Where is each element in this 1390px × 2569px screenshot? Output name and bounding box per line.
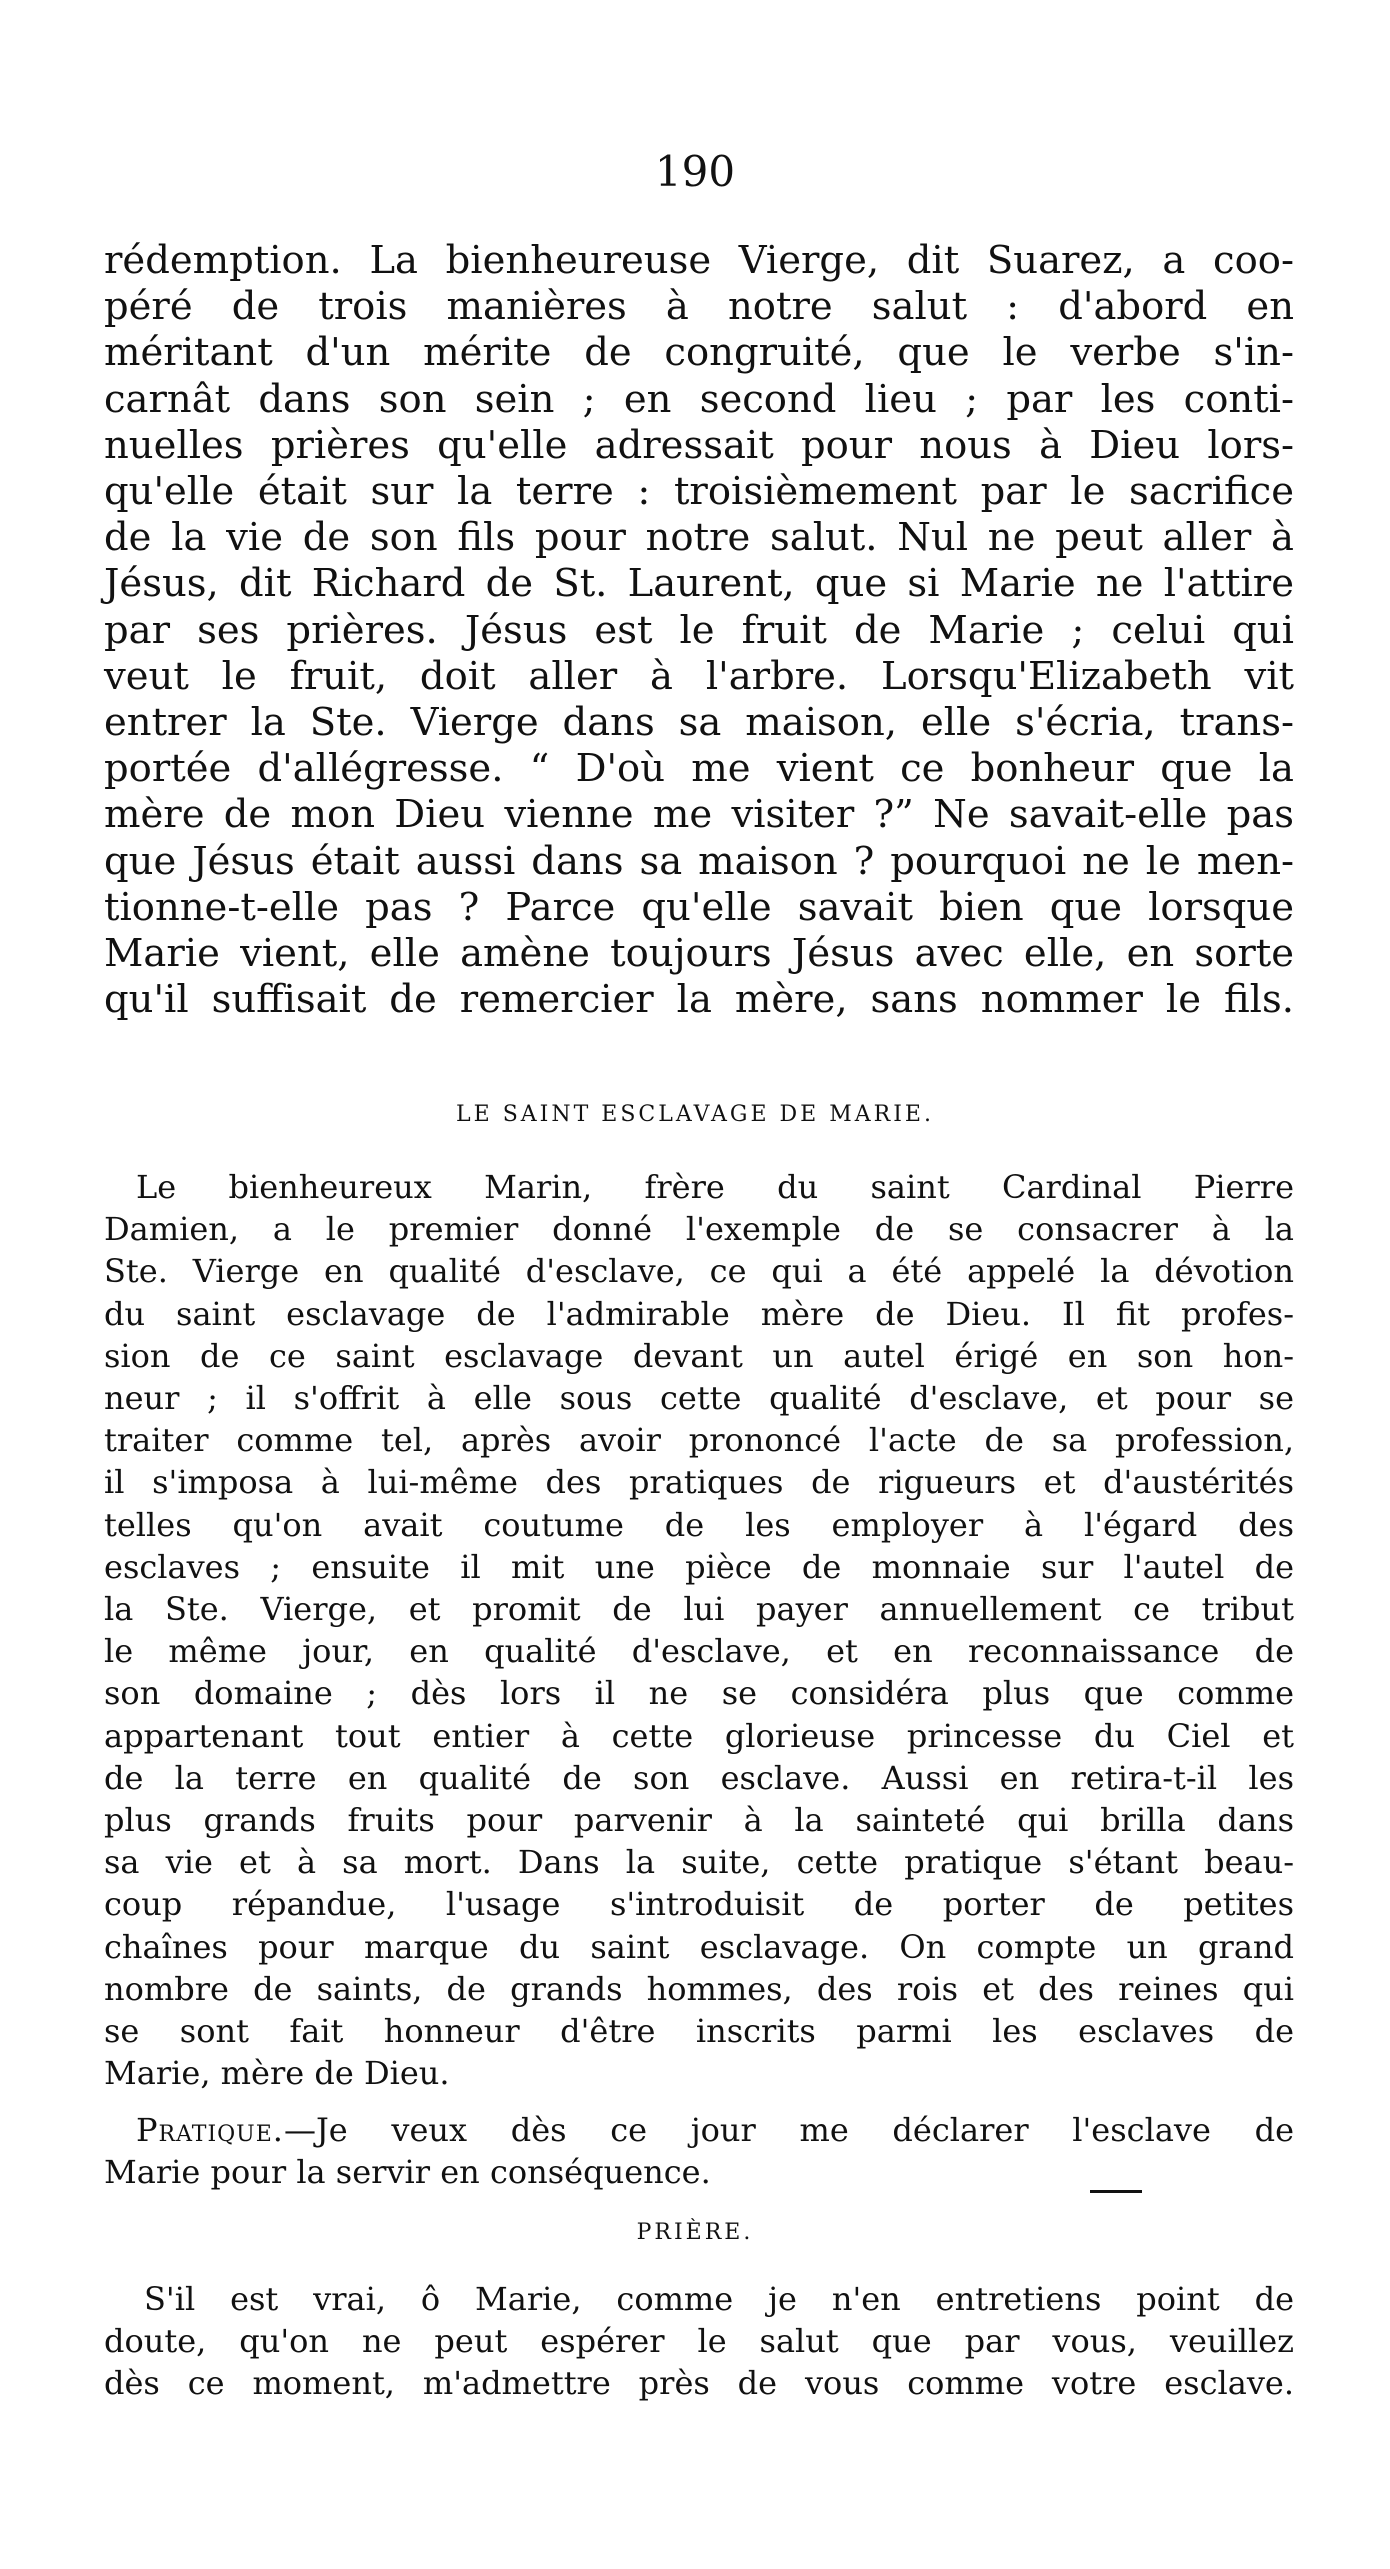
paragraph-2 (104, 1166, 1294, 2094)
text-line: chaînes pour marque du saint esclavage. On compte un grand (104, 1927, 1294, 1966)
text-line: Le bienheureux Marin, frère du saint Cardinal Pierre (136, 1168, 1294, 1206)
text-line: veut le fruit, doit aller à l'arbre. Lorsqu'Elizabeth vit (104, 653, 1294, 699)
text-line: esclaves ; ensuite il mit une pièce de monnaie sur l'autel de (104, 1547, 1294, 1586)
paragraph-1 (104, 238, 1294, 1023)
text-line: nuelles prières qu'elle adressait pour nous à Dieu lors- (104, 422, 1294, 468)
practice-paragraph (104, 2109, 1294, 2193)
text-line: Ste. Vierge en qualité d'esclave, ce qui a été appelé la dévotion (104, 1252, 1294, 1291)
text-line: mère de mon Dieu vienne me visiter ?” Ne savait-elle pas (104, 792, 1294, 838)
practice-text: —Je veux dès ce jour me déclarer l'esclave de (283, 2111, 1294, 2149)
text-line: Damien, a le premier donné l'exemple de se consacrer à la (104, 1210, 1294, 1249)
text-line: sion de ce saint esclavage devant un autel érigé en son hon- (104, 1336, 1294, 1375)
text-line: que Jésus était aussi dans sa maison ? pourquoi ne le men- (104, 838, 1294, 884)
practice-label: Pratique. (136, 2111, 284, 2149)
prayer-paragraph (104, 2278, 1294, 2405)
text-line: portée d'allégresse. “ D'où me vient ce bonheur que la (104, 746, 1294, 792)
text-line: entrer la Ste. Vierge dans sa maison, elle s'écria, trans- (104, 700, 1294, 746)
priere-heading: PRIÈRE. (636, 2220, 754, 2245)
text-line: appartenant tout entier à cette glorieuse princesse du Ciel et (104, 1716, 1294, 1755)
page-number: 190 (654, 147, 736, 196)
divider (1090, 2190, 1142, 2193)
text-line: la Ste. Vierge, et promit de lui payer annuellement ce tribut (104, 1590, 1294, 1629)
text-line: péré de trois manières à notre salut : d'abord en (104, 284, 1294, 330)
text-line: méritant d'un mérite de congruité, que le verbe s'in- (104, 330, 1294, 376)
text-line: Marie, mère de Dieu. (104, 2054, 450, 2093)
text-line: Marie vient, elle amène toujours Jésus avec elle, en sorte (104, 931, 1294, 977)
section-heading: LE SAINT ESCLAVAGE DE MARIE. (456, 1102, 934, 1127)
text-line: du saint esclavage de l'admirable mère de Dieu. Il fit profes- (104, 1294, 1294, 1333)
text-line: dès ce moment, m'admettre près de vous comme votre esclave. (104, 2364, 1294, 2403)
text-line: tionne-t-elle pas ? Parce qu'elle savait bien que lorsque (104, 884, 1294, 930)
text-line: se sont fait honneur d'être inscrits parmi les esclaves de (104, 2012, 1294, 2051)
text-line: de la terre en qualité de son esclave. Aussi en retira-t-il les (104, 1758, 1294, 1797)
text-line: de la vie de son fils pour notre salut. Nul ne peut aller à (104, 515, 1294, 561)
text-line: il s'imposa à lui-même des pratiques de rigueurs et d'austérités (104, 1463, 1294, 1502)
text-line: nombre de saints, de grands hommes, des rois et des reines qui (104, 1969, 1294, 2008)
text-line: doute, qu'on ne peut espérer le salut que par vous, veuillez (104, 2322, 1294, 2361)
text-line: telles qu'on avait coutume de les employer à l'égard des (104, 1505, 1294, 1544)
text-line: S'il est vrai, ô Marie, comme je n'en entretiens point de (144, 2280, 1294, 2318)
text-line: Jésus, dit Richard de St. Laurent, que si Marie ne l'attire (104, 561, 1294, 607)
text-line: plus grands fruits pour parvenir à la sainteté qui brilla dans (104, 1801, 1294, 1840)
practice-line: Marie pour la servir en conséquence. (104, 2153, 711, 2192)
text-line: coup répandue, l'usage s'introduisit de porter de petites (104, 1885, 1294, 1924)
text-line: traiter comme tel, après avoir prononcé l'acte de sa profession, (104, 1421, 1294, 1460)
practice-line (104, 2109, 1294, 2151)
text-line: rédemption. La bienheureuse Vierge, dit Suarez, a coo- (104, 238, 1294, 283)
text-line: sa vie et à sa mort. Dans la suite, cette pratique s'étant beau- (104, 1843, 1294, 1882)
text-line: qu'il suffisait de remercier la mère, sans nommer le fils. (104, 977, 1294, 1023)
text-line: neur ; il s'offrit à elle sous cette qualité d'esclave, et pour se (104, 1379, 1294, 1418)
text-line: carnât dans son sein ; en second lieu ; par les conti- (104, 376, 1294, 422)
text-line: qu'elle était sur la terre : troisièmement par le sacrifice (104, 469, 1294, 515)
text-line: par ses prières. Jésus est le fruit de Marie ; celui qui (104, 607, 1294, 653)
text-line: le même jour, en qualité d'esclave, et en reconnaissance de (104, 1632, 1294, 1671)
text-line: son domaine ; dès lors il ne se considéra plus que comme (104, 1674, 1294, 1713)
